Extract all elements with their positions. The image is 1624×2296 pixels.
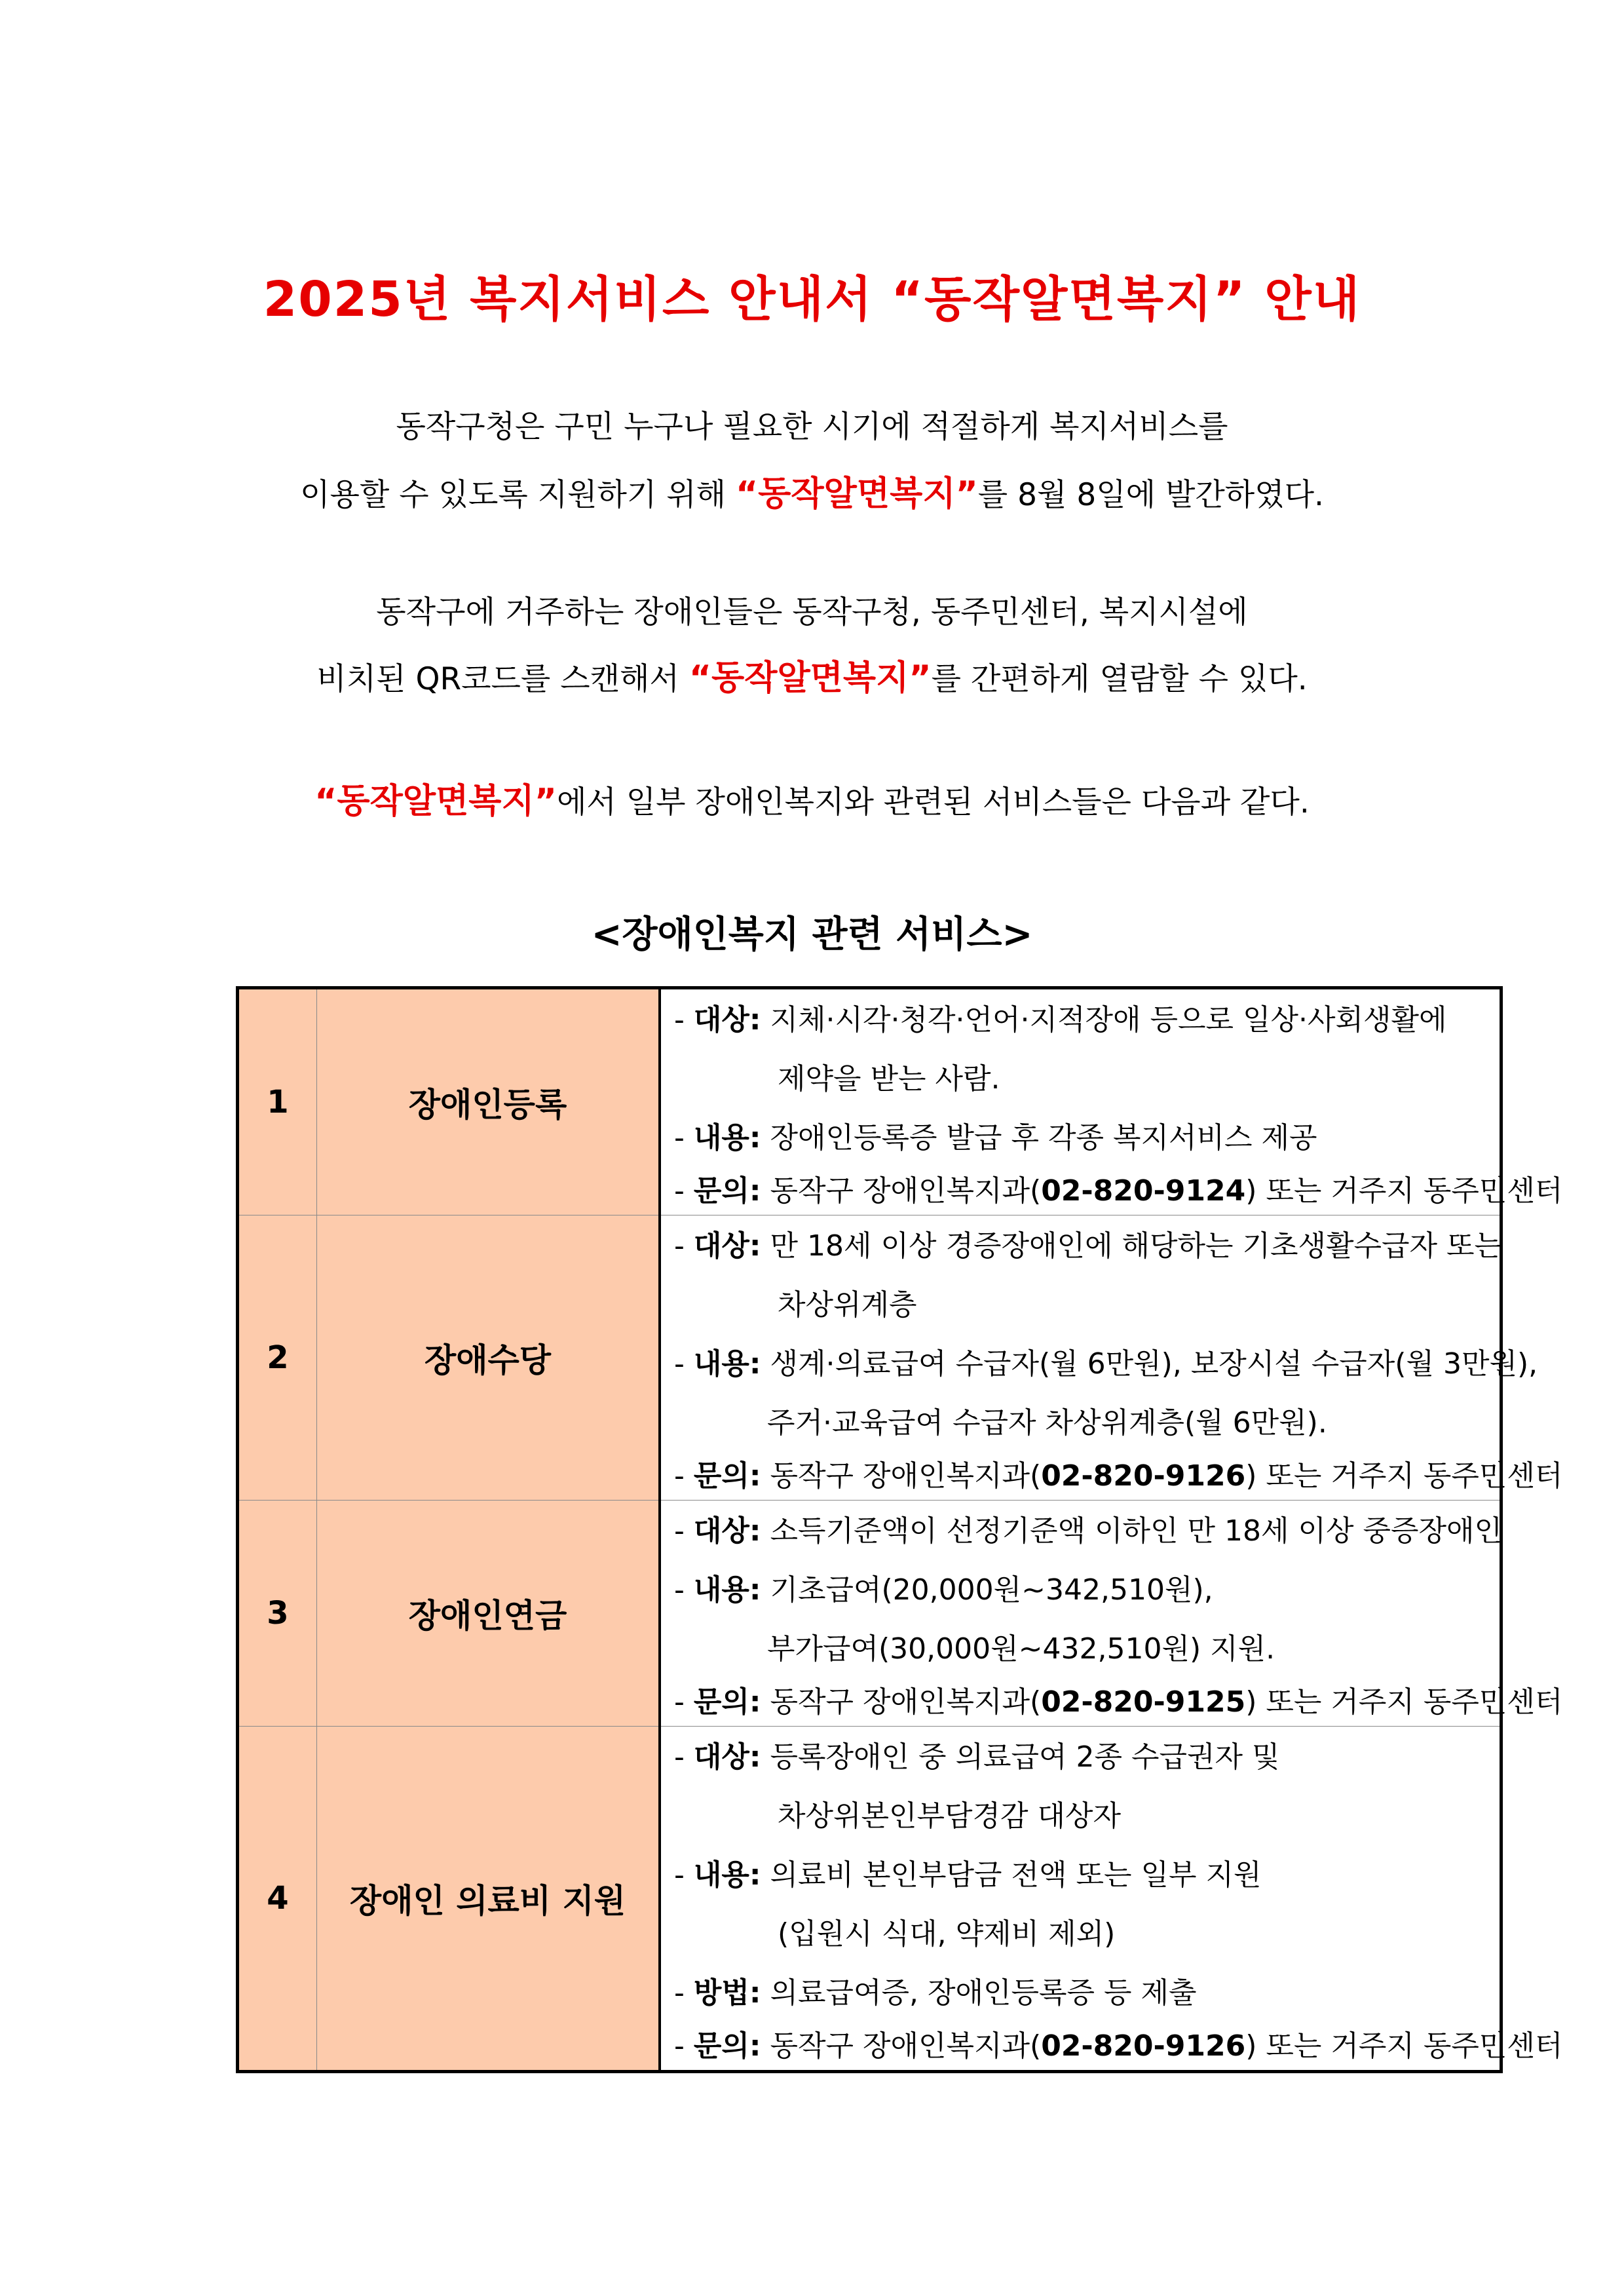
service-name: 장애인 의료비 지원 xyxy=(317,1727,660,2072)
intro-text: 에서 일부 장애인복지와 관련된 서비스들은 다음과 같다. xyxy=(556,784,1310,820)
service-number: 2 xyxy=(238,1215,317,1501)
highlight-title: “동작알면복지” xyxy=(314,782,557,821)
service-name: 장애인연금 xyxy=(317,1501,660,1727)
target-line-cont: 차상위계층 xyxy=(778,1288,917,1322)
service-name: 장애인등록 xyxy=(317,988,660,1215)
table-row xyxy=(238,1215,1501,1501)
target-line: - 대상: 만 18세 이상 경증장애인에 해당하는 기초생활수급자 또는 xyxy=(674,1229,1502,1263)
service-details xyxy=(660,1215,1563,1501)
content-line-cont: (입원시 식대, 약제비 제외) xyxy=(778,1917,1116,1951)
intro-p1-line1: 동작구청은 구민 누구나 필요한 시기에 적절하게 복지서비스를 xyxy=(396,409,1228,445)
intro-text: 를 8월 8일에 발간하였다. xyxy=(977,477,1324,513)
service-number: 1 xyxy=(238,988,317,1215)
service-details xyxy=(660,1501,1563,1727)
intro-p2-line2 xyxy=(0,659,1624,698)
content-line: - 내용: 의료비 본인부담금 전액 또는 일부 지원 xyxy=(674,1858,1262,1892)
highlight-title: “동작알면복지” xyxy=(736,474,978,514)
target-line-cont: 차상위본인부담경감 대상자 xyxy=(778,1799,1122,1833)
intro-p2-line1: 동작구에 거주하는 장애인들은 동작구청, 동주민센터, 복지시설에 xyxy=(376,594,1248,630)
table-row xyxy=(238,1727,1501,2072)
service-name: 장애수당 xyxy=(317,1215,660,1501)
service-details xyxy=(660,988,1563,1215)
service-number: 3 xyxy=(238,1501,317,1727)
table-row xyxy=(238,988,1501,1215)
content-line: - 내용: 생계·의료급여 수급자(월 6만원), 보장시설 수급자(월 3만원), xyxy=(674,1347,1538,1381)
intro-p1-line2 xyxy=(0,474,1624,514)
target-line-cont: 제약을 받는 사람. xyxy=(778,1062,1000,1096)
inquiry-line: - 문의: 동작구 장애인복지과(02-820-9124) 또는 거주지 동주민센터 xyxy=(674,1174,1563,1208)
highlight-title: “동작알면복지” xyxy=(689,659,932,698)
table-row xyxy=(238,1501,1501,1727)
intro-p3-line1 xyxy=(0,782,1624,821)
service-details xyxy=(660,1727,1563,2072)
intro-text: 를 간편하게 열람할 수 있다. xyxy=(931,661,1308,697)
content-line-cont: 주거·교육급여 수급자 차상위계층(월 6만원). xyxy=(767,1406,1327,1440)
table-subtitle: <장애인복지 관련 서비스> xyxy=(591,913,1033,956)
intro-text: 비치된 QR코드를 스캔해서 xyxy=(316,661,689,697)
target-line: - 대상: 소득기준액이 선정기준액 이하인 만 18세 이상 중증장애인 xyxy=(674,1514,1502,1548)
intro-text: 이용할 수 있도록 지원하기 위해 xyxy=(300,477,736,513)
service-number: 4 xyxy=(238,1727,317,2072)
content-line: - 내용: 장애인등록증 발급 후 각종 복지서비스 제공 xyxy=(674,1121,1317,1155)
target-line: - 대상: 등록장애인 중 의료급여 2종 수급권자 및 xyxy=(674,1740,1280,1774)
inquiry-line: - 문의: 동작구 장애인복지과(02-820-9125) 또는 거주지 동주민센터 xyxy=(674,1685,1563,1719)
services-table xyxy=(236,986,1563,2073)
target-line: - 대상: 지체·시각·청각·언어·지적장애 등으로 일상·사회생활에 xyxy=(674,1003,1447,1037)
inquiry-line: - 문의: 동작구 장애인복지과(02-820-9126) 또는 거주지 동주민센터 xyxy=(674,1459,1563,1493)
method-line: - 방법: 의료급여증, 장애인등록증 등 제출 xyxy=(674,1976,1197,2010)
inquiry-line: - 문의: 동작구 장애인복지과(02-820-9126) 또는 거주지 동주민센터 xyxy=(674,2029,1563,2063)
content-line: - 내용: 기초급여(20,000원~342,510원), xyxy=(674,1573,1213,1607)
document-title: 2025년 복지서비스 안내서 “동작알면복지” 안내 xyxy=(263,271,1361,328)
content-line-cont: 부가급여(30,000원~432,510원) 지원. xyxy=(767,1632,1275,1666)
